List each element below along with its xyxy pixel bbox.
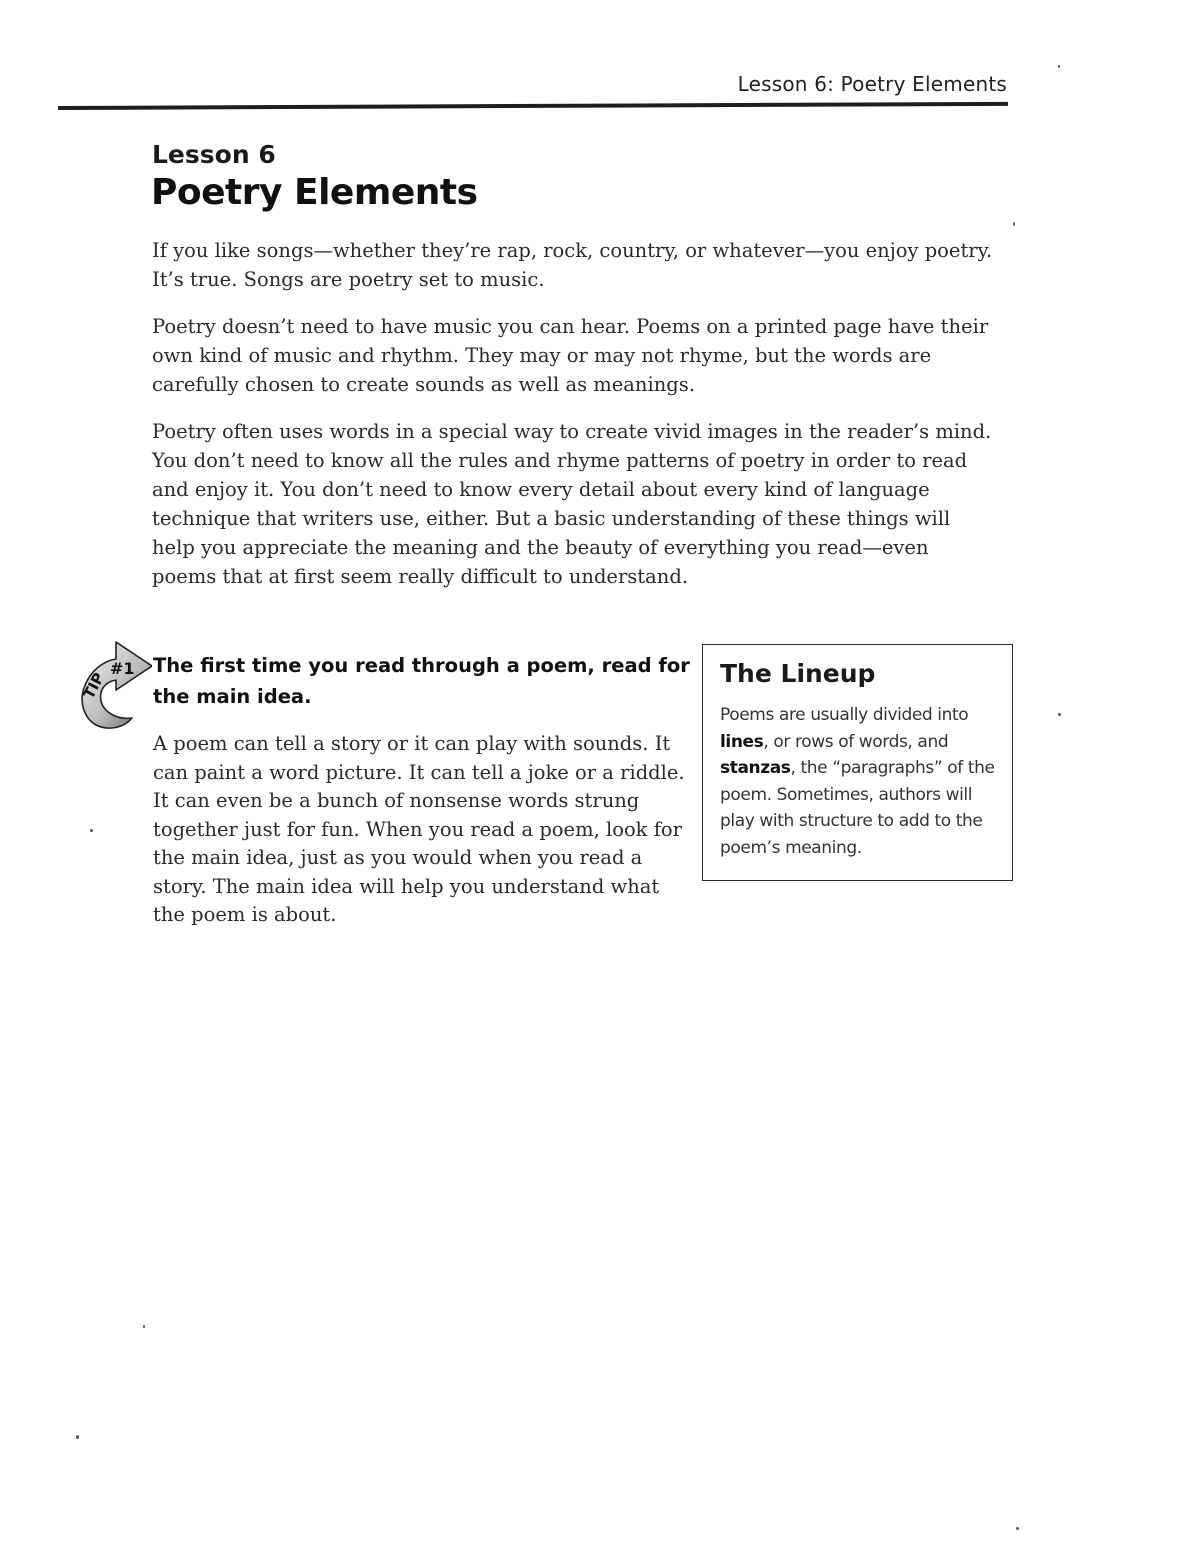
tip-badge-number: #1 [110,659,135,678]
running-head: Lesson 6: Poetry Elements [737,72,1007,96]
intro-paragraph: If you like songs—whether they’re rap, rock, country, or whatever—you enjoy poetry. It’s true. Songs are poetry set to music. [152,239,993,291]
scan-speck [1016,1527,1019,1530]
sidebar-text-segment: , or rows of words, and [763,731,949,752]
scan-speck [1013,222,1015,226]
sidebar-text [720,702,996,861]
sidebar-box [702,644,1013,881]
scan-speck [143,1325,145,1328]
sidebar-term-stanzas: stanzas [720,758,791,778]
sidebar-text-segment: Poems are usually divided into [720,705,969,725]
scan-speck [1058,713,1061,716]
tip-badge-icon [80,638,152,734]
intro-paragraph: Poetry often uses words in a special way to create vivid images in the reader’s mind. You don’t need to know all the rules and rhyme patterns of poetry in order to read and enjoy it. You don’t need to know every detail about every kind of language technique that writers use, either. But a basic understanding of these things will help you appreciate the meaning and the beauty of everything you read—even poems that at first seem really difficult to understand. [152,420,992,588]
tip-body: A poem can tell a story or it can play with sounds. It can paint a word picture. It can tell a joke or a riddle. It can even be a bunch of nonsense words strung together just for fun. When you read a poem, look for the main idea, just as you would when you read a story. The main idea will help you understand what the poem is about. [153,732,685,926]
scan-speck [1058,65,1060,68]
header-rule [58,102,1008,110]
tip-heading: The first time you read through a poem, read for the main idea. [153,654,690,708]
lesson-label: Lesson 6 [152,140,276,169]
tip-badge-word: TIP [80,669,109,702]
sidebar-title: The Lineup [720,659,876,688]
sidebar-term-lines: lines [720,731,764,752]
sidebar-text-segment: , the “paragraphs” of the poem. Sometimes, authors will play with structure to add to the poem’s meaning. [720,758,995,858]
lesson-title: Poetry Elements [151,172,478,213]
scan-speck [90,829,93,832]
intro-paragraph: Poetry doesn’t need to have music you can hear. Poems on a printed page have their own kind of music and rhythm. They may or may not rhyme, but the words are carefully chosen to create sounds as well as meanings. [152,315,989,396]
intro-text [152,236,997,609]
scan-speck [76,1435,79,1439]
